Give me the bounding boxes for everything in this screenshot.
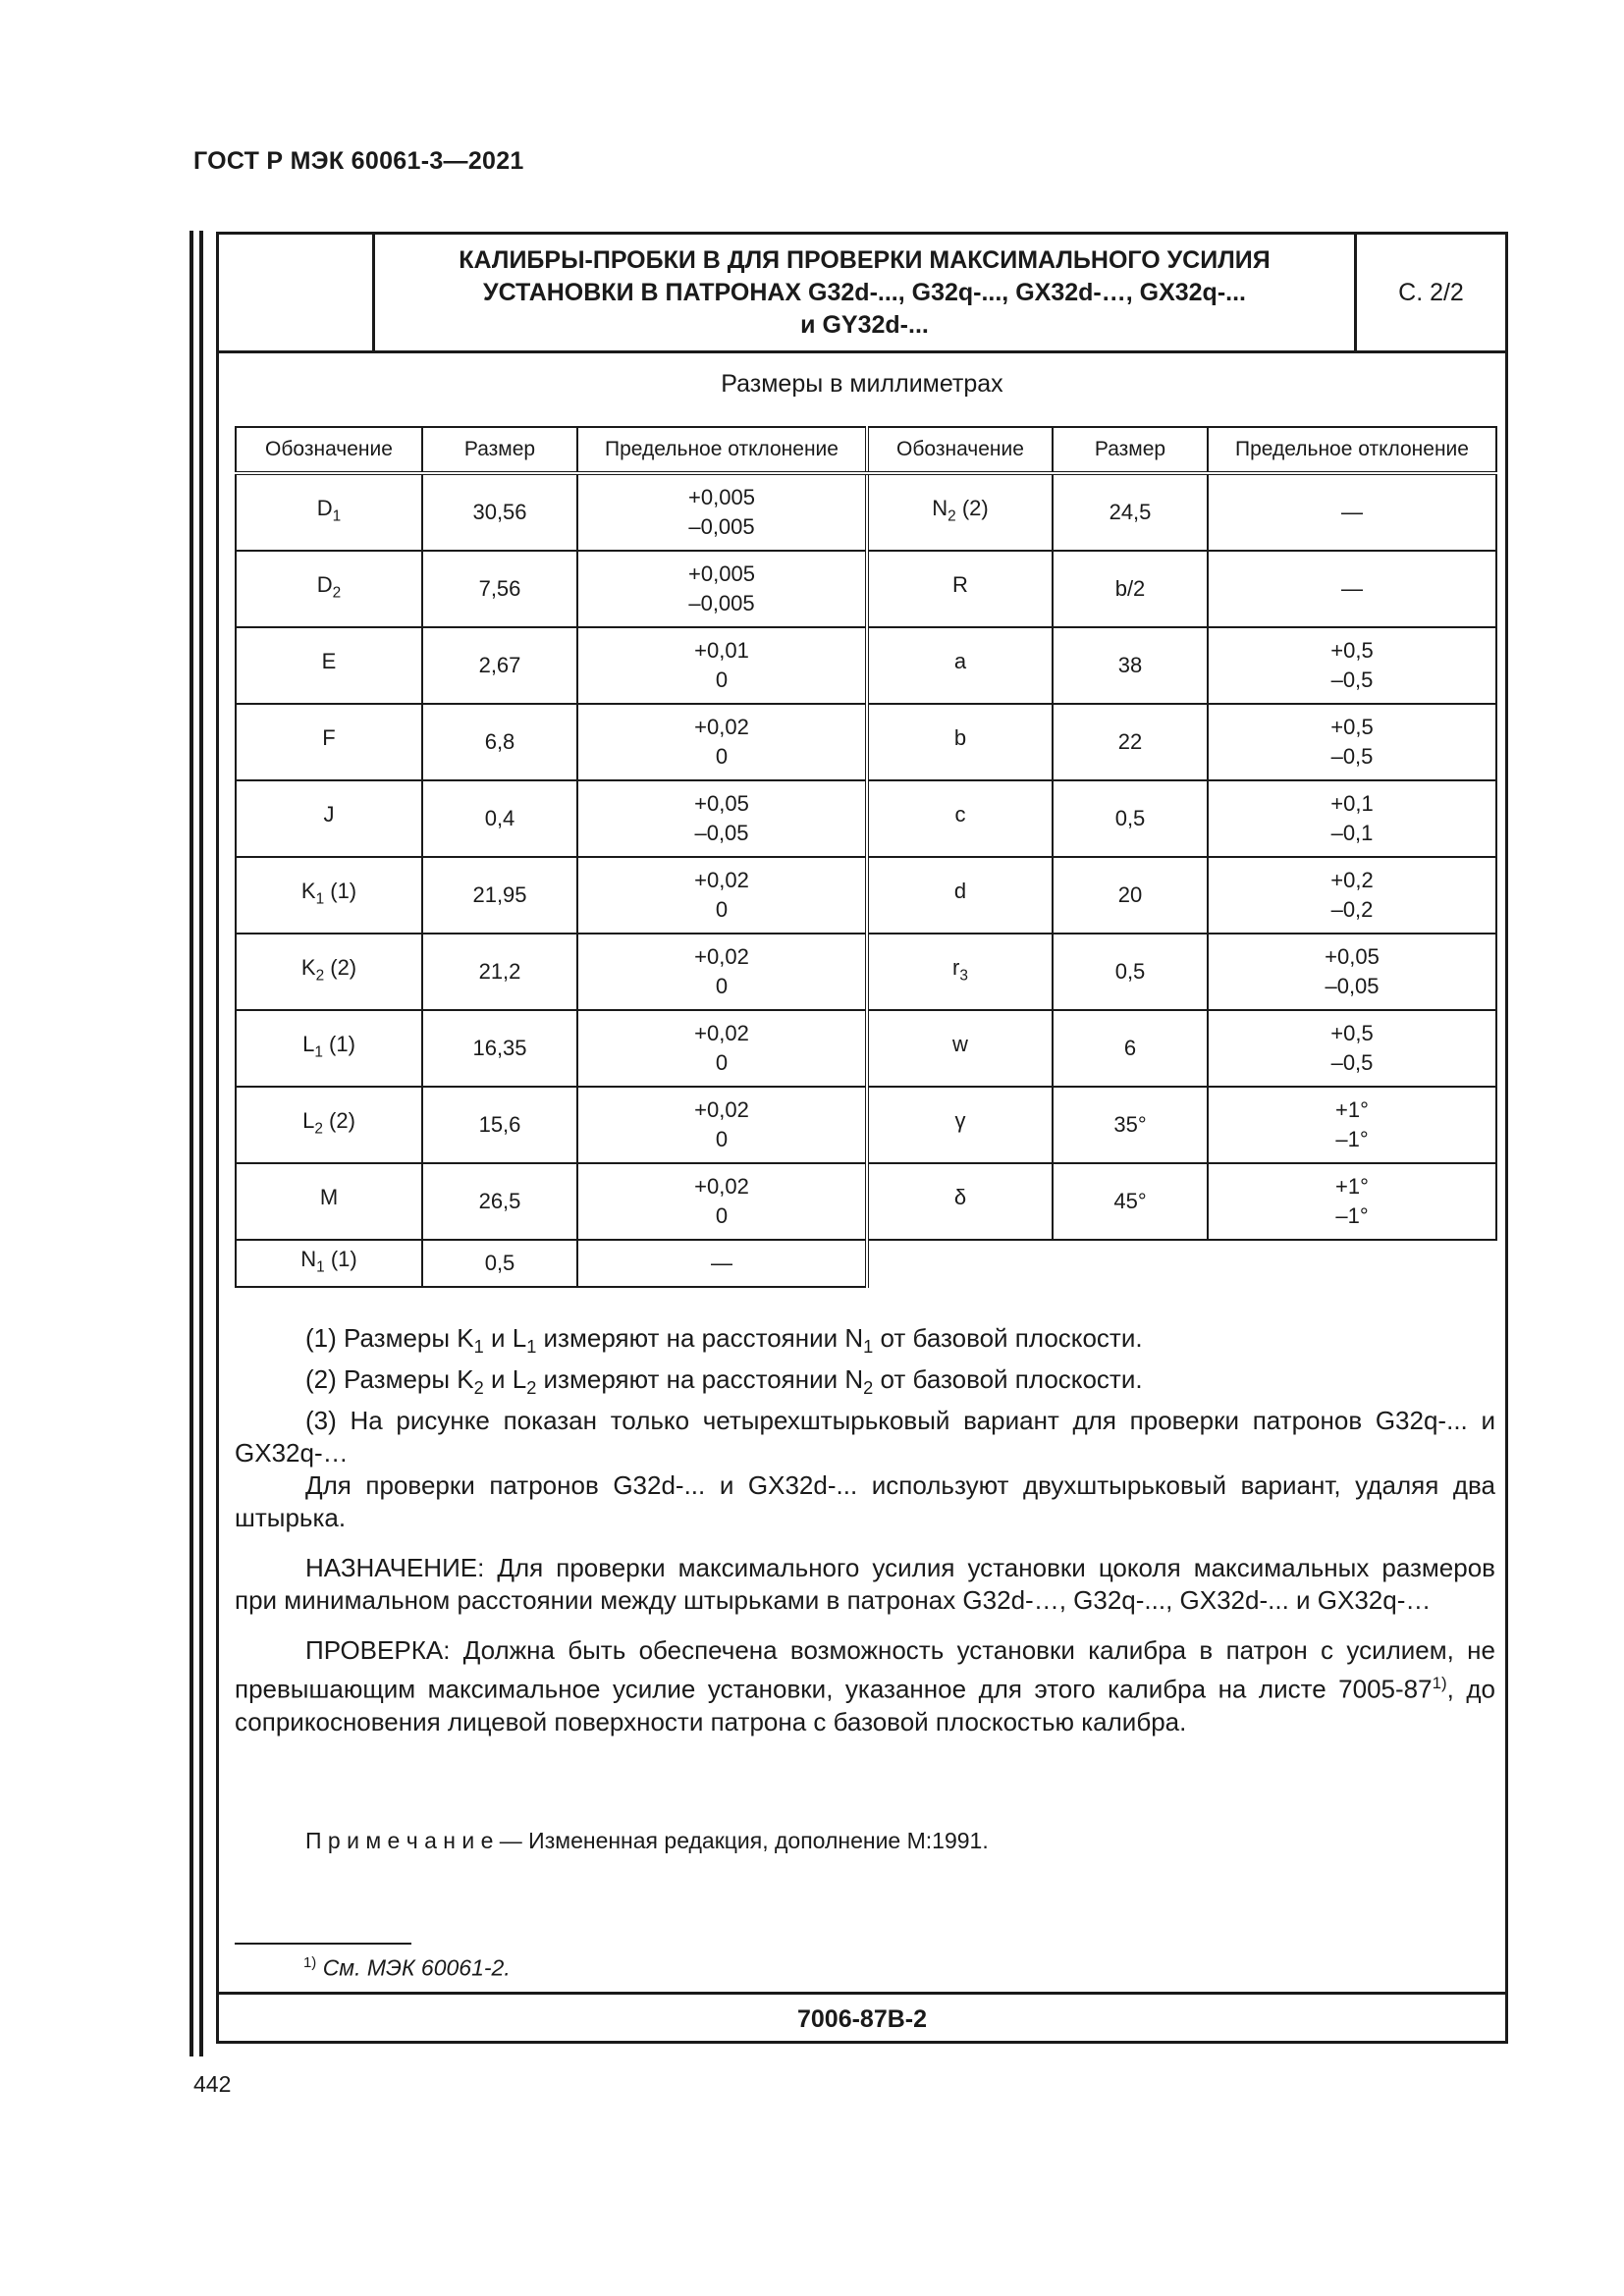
- tolerance-cell: +0,05 –0,05: [1208, 934, 1496, 1010]
- table-row: [236, 857, 1496, 934]
- table-row: [236, 1010, 1496, 1087]
- size-cell: 38: [1053, 627, 1208, 704]
- table-row: [236, 704, 1496, 780]
- size-cell: 7,56: [422, 551, 577, 627]
- tolerance-cell: +0,1 –0,1: [1208, 780, 1496, 857]
- designation-cell: R: [867, 551, 1053, 627]
- sheet-title: [375, 235, 1357, 350]
- size-cell: 45°: [1053, 1163, 1208, 1240]
- tolerance-cell: +0,005 –0,005: [577, 551, 867, 627]
- footnote: $^{1)}$ См. МЭК 60061-2.: [303, 1954, 511, 1981]
- tolerance-cell: +0,02 0: [577, 704, 867, 780]
- title-line: и GY32d-...: [800, 310, 929, 339]
- size-cell: 20: [1053, 857, 1208, 934]
- size-cell: 21,95: [422, 857, 577, 934]
- note-2: (2) Размеры $K_2$ и $L_2$ измеряют на расстоянии $N_2$ от базовой плоскости.: [305, 1364, 1143, 1399]
- tolerance-cell: +0,02 0: [577, 1010, 867, 1087]
- column-header: Предельное отклонение: [1208, 427, 1496, 473]
- sheet-page: С. 2/2: [1398, 278, 1464, 306]
- size-cell: 21,2: [422, 934, 577, 1010]
- note-1: (1) Размеры $K_1$ и $L_1$ измеряют на расстоянии $N_1$ от базовой плоскости.: [305, 1323, 1143, 1358]
- note-3: (3) На рисунке показан только четырехштырьковый вариант для проверки патронов G32q-... и GX32q-…: [235, 1406, 1495, 1468]
- check-text: ПРОВЕРКА: Должна быть обеспечена возможность установки калибра в патрон с усилием, не превышающим максимальное усилие установки, указанное для этого калибра на листе 7005-87$^{1)}$, до соприкосновения лицевой поверхности патрона с базовой плоскостью калибра.: [235, 1635, 1495, 1737]
- size-cell: 2,67: [422, 627, 577, 704]
- tolerance-cell: +0,05 –0,05: [577, 780, 867, 857]
- table-row: [236, 934, 1496, 1010]
- designation-cell: $K_2$ (2): [236, 934, 422, 1010]
- column-header: Обозначение: [867, 427, 1053, 473]
- tolerance-cell: +0,02 0: [577, 857, 867, 934]
- table-row: [236, 473, 1496, 551]
- size-cell: 0,5: [1053, 780, 1208, 857]
- size-cell: 35°: [1053, 1087, 1208, 1163]
- size-cell: 30,56: [422, 473, 577, 551]
- table-row: [236, 1163, 1496, 1240]
- designation-cell: E: [236, 627, 422, 704]
- designation-cell: δ: [867, 1163, 1053, 1240]
- designation-cell: $N_1$ (1): [236, 1240, 422, 1287]
- tolerance-cell: —: [577, 1240, 867, 1287]
- size-cell: 24,5: [1053, 473, 1208, 551]
- designation-cell: M: [236, 1163, 422, 1240]
- tolerance-cell: +0,01 0: [577, 627, 867, 704]
- column-header: Размер: [422, 427, 577, 473]
- title-blank-cell: [219, 235, 375, 350]
- designation-cell: w: [867, 1010, 1053, 1087]
- size-cell: 0,5: [422, 1240, 577, 1287]
- tolerance-cell: +0,005 –0,005: [577, 473, 867, 551]
- table-row: [236, 1087, 1496, 1163]
- note-4: Для проверки патронов G32d-... и GX32d-... используют двухштырьковый вариант, удаляя два штырька.: [235, 1470, 1495, 1533]
- tolerance-cell: +0,5 –0,5: [1208, 704, 1496, 780]
- table-row: [236, 780, 1496, 857]
- designation-cell: $L_1$ (1): [236, 1010, 422, 1087]
- table-header-row: [236, 427, 1496, 473]
- tolerance-cell: +0,5 –0,5: [1208, 1010, 1496, 1087]
- title-line: УСТАНОВКИ В ПАТРОНАХ G32d-..., G32q-..., GX32d-…, GX32q-...: [483, 278, 1246, 306]
- size-cell: 16,35: [422, 1010, 577, 1087]
- purpose-text: НАЗНАЧЕНИЕ: Для проверки максимального усилия установки цоколя максимальных размеров при минимальном расстоянии между штырьками в патронах G32d-…, G32q-..., GX32d-... и GX32q-…: [235, 1553, 1495, 1616]
- title-line: КАЛИБРЫ-ПРОБКИ В ДЛЯ ПРОВЕРКИ МАКСИМАЛЬНОГО УСИЛИЯ: [459, 245, 1271, 274]
- table-row: [236, 627, 1496, 704]
- size-cell: 15,6: [422, 1087, 577, 1163]
- margin-bar: [199, 231, 203, 2056]
- designation-cell: d: [867, 857, 1053, 934]
- designation-cell: J: [236, 780, 422, 857]
- column-header: Предельное отклонение: [577, 427, 867, 473]
- dimensions-table: [235, 426, 1497, 1288]
- margin-bar: [189, 231, 193, 2056]
- footnote-divider: [235, 1943, 411, 1945]
- notes-section: [235, 1322, 1495, 1857]
- tolerance-cell: +0,02 0: [577, 934, 867, 1010]
- designation-cell: $K_1$ (1): [236, 857, 422, 934]
- size-cell: 0,5: [1053, 934, 1208, 1010]
- designation-cell: $N_2$ (2): [867, 473, 1053, 551]
- tolerance-cell: +1° –1°: [1208, 1163, 1496, 1240]
- empty-cell: [867, 1240, 1496, 1287]
- column-header: Размер: [1053, 427, 1208, 473]
- size-cell: 0,4: [422, 780, 577, 857]
- designation-cell: b: [867, 704, 1053, 780]
- designation-cell: $L_2$ (2): [236, 1087, 422, 1163]
- size-cell: b/2: [1053, 551, 1208, 627]
- tolerance-cell: —: [1208, 551, 1496, 627]
- size-cell: 6: [1053, 1010, 1208, 1087]
- tolerance-cell: +0,02 0: [577, 1163, 867, 1240]
- tolerance-cell: +0,2 –0,2: [1208, 857, 1496, 934]
- sheet-code: 7006-87B-2: [219, 1992, 1505, 2044]
- size-cell: 6,8: [422, 704, 577, 780]
- sheet-frame: [216, 232, 1508, 2044]
- designation-cell: $D_2$: [236, 551, 422, 627]
- designation-cell: $r_3$: [867, 934, 1053, 1010]
- tolerance-cell: —: [1208, 473, 1496, 551]
- size-cell: 22: [1053, 704, 1208, 780]
- size-cell: 26,5: [422, 1163, 577, 1240]
- designation-cell: $D_1$: [236, 473, 422, 551]
- units-caption: Размеры в миллиметрах: [721, 370, 1003, 398]
- column-header: Обозначение: [236, 427, 422, 473]
- title-block: [219, 235, 1505, 353]
- designation-cell: γ: [867, 1087, 1053, 1163]
- designation-cell: a: [867, 627, 1053, 704]
- tolerance-cell: +0,5 –0,5: [1208, 627, 1496, 704]
- remark: П р и м е ч а н и е — Измененная редакция, дополнение М:1991.: [305, 1828, 989, 1854]
- tolerance-cell: +1° –1°: [1208, 1087, 1496, 1163]
- table-row: [236, 551, 1496, 627]
- table-row: [236, 1240, 1496, 1287]
- page-number: 442: [193, 2071, 232, 2097]
- designation-cell: F: [236, 704, 422, 780]
- tolerance-cell: +0,02 0: [577, 1087, 867, 1163]
- document-header: ГОСТ Р МЭК 60061-3—2021: [193, 147, 524, 175]
- designation-cell: c: [867, 780, 1053, 857]
